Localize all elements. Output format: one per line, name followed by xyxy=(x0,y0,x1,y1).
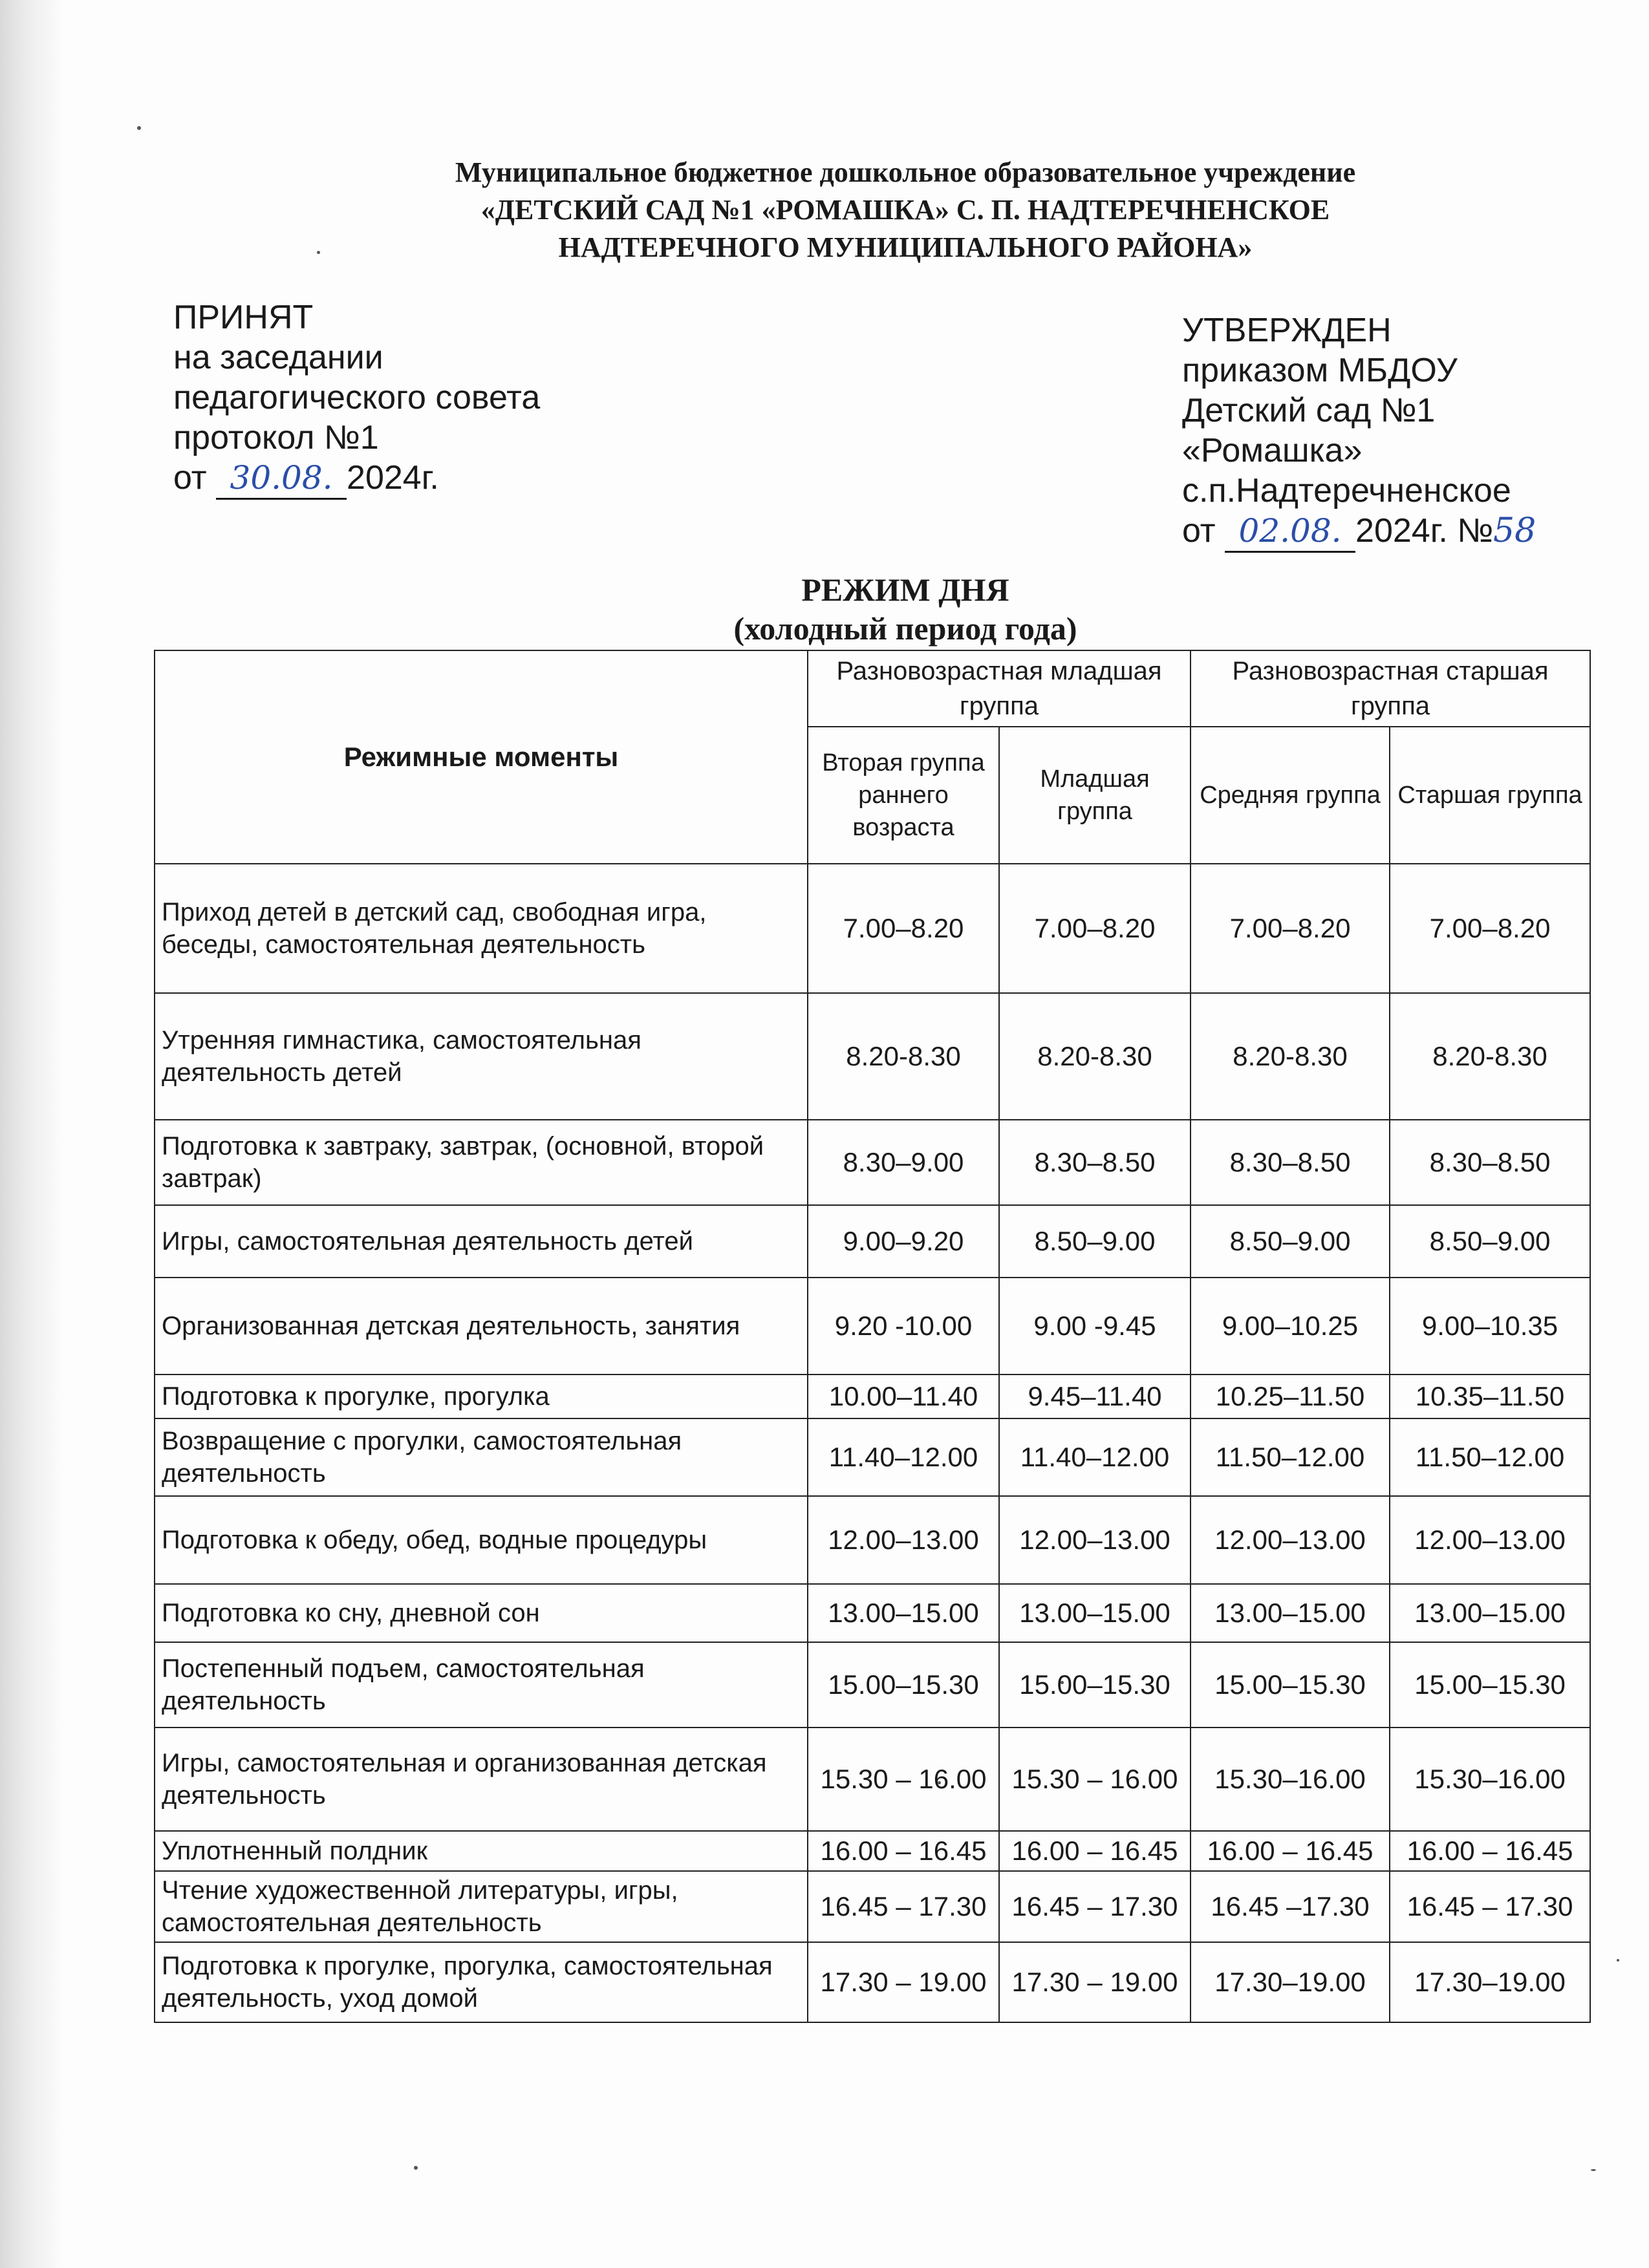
time-cell: 7.00–8.20 xyxy=(1191,864,1390,993)
approved-date-suffix: 2024г. № xyxy=(1355,512,1494,550)
time-cell: 8.20-8.30 xyxy=(1390,993,1590,1120)
time-cell: 17.30–19.00 xyxy=(1390,1942,1590,2022)
time-cell: 9.45–11.40 xyxy=(999,1375,1191,1418)
accepted-line-2: педагогического совета xyxy=(173,379,541,416)
subgroup-header: Старшая группа xyxy=(1390,727,1590,864)
accepted-line-3: протокол №1 xyxy=(173,419,379,456)
title-sub: (холодный период года) xyxy=(733,610,1077,647)
time-cell: 8.50–9.00 xyxy=(999,1205,1191,1278)
table-row xyxy=(155,1942,1590,2022)
accepted-date-prefix: от xyxy=(173,459,207,497)
table-row xyxy=(155,1728,1590,1831)
institution-header xyxy=(259,154,1552,266)
time-cell: 16.00 – 16.45 xyxy=(1191,1831,1390,1871)
accepted-block xyxy=(173,297,540,500)
table-row xyxy=(155,1418,1590,1496)
time-cell: 17.30 – 19.00 xyxy=(999,1942,1191,2022)
time-cell: 15.30 – 16.00 xyxy=(999,1728,1191,1831)
time-cell: 15.30–16.00 xyxy=(1191,1728,1390,1831)
table-row xyxy=(155,1120,1590,1205)
table-row xyxy=(155,1831,1590,1871)
activity-cell: Игры, самостоятельная и организованная детская деятельность xyxy=(155,1728,808,1831)
approved-line-1: приказом МБДОУ xyxy=(1182,352,1458,389)
time-cell: 8.20-8.30 xyxy=(1191,993,1390,1120)
time-cell: 16.45 – 17.30 xyxy=(999,1871,1191,1942)
approved-line-2: Детский сад №1 xyxy=(1182,392,1436,429)
time-cell: 11.40–12.00 xyxy=(999,1418,1191,1496)
time-cell: 10.00–11.40 xyxy=(808,1375,999,1418)
time-cell: 8.20-8.30 xyxy=(808,993,999,1120)
subgroup-header: Вторая группа раннего возраста xyxy=(808,727,999,864)
time-cell: 11.50–12.00 xyxy=(1191,1418,1390,1496)
table-row xyxy=(155,1278,1590,1375)
activity-cell: Подготовка к завтраку, завтрак, (основной, второй завтрак) xyxy=(155,1120,808,1205)
time-cell: 10.35–11.50 xyxy=(1390,1375,1590,1418)
table-row xyxy=(155,1584,1590,1642)
table-row xyxy=(155,1205,1590,1278)
time-cell: 8.30–9.00 xyxy=(808,1120,999,1205)
time-cell: 16.45 –17.30 xyxy=(1191,1871,1390,1942)
document-title xyxy=(517,570,1293,648)
table-row xyxy=(155,1375,1590,1418)
approved-number-handwritten: 58 xyxy=(1493,511,1536,550)
time-cell: 8.30–8.50 xyxy=(1390,1120,1590,1205)
time-cell: 7.00–8.20 xyxy=(999,864,1191,993)
accepted-date-suffix: 2024г. xyxy=(347,459,439,497)
time-cell: 9.20 -10.00 xyxy=(808,1278,999,1375)
time-cell: 16.00 – 16.45 xyxy=(999,1831,1191,1871)
approved-date xyxy=(1182,511,1536,553)
subgroup-header: Младшая группа xyxy=(999,727,1191,864)
time-cell: 17.30 – 19.00 xyxy=(808,1942,999,2022)
accepted-date xyxy=(173,458,540,500)
time-cell: 12.00–13.00 xyxy=(808,1496,999,1584)
activity-cell: Организованная детская деятельность, занятия xyxy=(155,1278,808,1375)
schedule-table-body xyxy=(155,864,1590,2022)
time-cell: 9.00–9.20 xyxy=(808,1205,999,1278)
time-cell: 13.00–15.00 xyxy=(808,1584,999,1642)
time-cell: 11.50–12.00 xyxy=(1390,1418,1590,1496)
time-cell: 17.30–19.00 xyxy=(1191,1942,1390,2022)
time-cell: 15.00–15.30 xyxy=(808,1642,999,1728)
time-cell: 8.50–9.00 xyxy=(1390,1205,1590,1278)
time-cell: 9.00 -9.45 xyxy=(999,1278,1191,1375)
time-cell: 15.00–15.30 xyxy=(999,1642,1191,1728)
header-line-1: Муниципальное бюджетное дошкольное образовательное учреждение xyxy=(455,156,1356,188)
moments-header: Режимные моменты xyxy=(155,650,808,864)
group-junior-header: Разновозрастная младшая группа xyxy=(808,650,1191,727)
activity-cell: Подготовка ко сну, дневной сон xyxy=(155,1584,808,1642)
activity-cell: Подготовка к прогулке, прогулка xyxy=(155,1375,808,1418)
accepted-title: ПРИНЯТ xyxy=(173,299,314,336)
activity-cell: Возвращение с прогулки, самостоятельная деятельность xyxy=(155,1418,808,1496)
approved-date-prefix: от xyxy=(1182,512,1216,550)
table-row xyxy=(155,1642,1590,1728)
activity-cell: Постепенный подъем, самостоятельная деятельность xyxy=(155,1642,808,1728)
time-cell: 16.00 – 16.45 xyxy=(1390,1831,1590,1871)
table-row xyxy=(155,864,1590,993)
approved-block xyxy=(1182,310,1536,553)
time-cell: 13.00–15.00 xyxy=(1390,1584,1590,1642)
time-cell: 10.25–11.50 xyxy=(1191,1375,1390,1418)
approved-title: УТВЕРЖДЕН xyxy=(1182,312,1392,349)
approved-line-4: с.п.Надтеречненское xyxy=(1182,472,1511,509)
time-cell: 11.40–12.00 xyxy=(808,1418,999,1496)
activity-cell: Приход детей в детский сад, свободная игра, беседы, самостоятельная деятельность xyxy=(155,864,808,993)
time-cell: 8.30–8.50 xyxy=(999,1120,1191,1205)
time-cell: 7.00–8.20 xyxy=(808,864,999,993)
scan-edge-shadow xyxy=(0,0,65,2268)
time-cell: 16.45 – 17.30 xyxy=(1390,1871,1590,1942)
activity-cell: Подготовка к прогулке, прогулка, самостоятельная деятельность, уход домой xyxy=(155,1942,808,2022)
time-cell: 15.30 – 16.00 xyxy=(808,1728,999,1831)
table-row xyxy=(155,993,1590,1120)
time-cell: 9.00–10.25 xyxy=(1191,1278,1390,1375)
approved-line-3: «Ромашка» xyxy=(1182,432,1363,469)
time-cell: 13.00–15.00 xyxy=(999,1584,1191,1642)
time-cell: 8.50–9.00 xyxy=(1191,1205,1390,1278)
time-cell: 7.00–8.20 xyxy=(1390,864,1590,993)
time-cell: 12.00–13.00 xyxy=(1390,1496,1590,1584)
time-cell: 12.00–13.00 xyxy=(999,1496,1191,1584)
table-row xyxy=(155,1871,1590,1942)
time-cell: 16.00 – 16.45 xyxy=(808,1831,999,1871)
time-cell: 15.30–16.00 xyxy=(1390,1728,1590,1831)
activity-cell: Подготовка к обеду, обед, водные процедуры xyxy=(155,1496,808,1584)
time-cell: 15.00–15.30 xyxy=(1191,1642,1390,1728)
schedule-table xyxy=(154,650,1591,2023)
subgroup-header: Средняя группа xyxy=(1191,727,1390,864)
activity-cell: Чтение художественной литературы, игры, самостоятельная деятельность xyxy=(155,1871,808,1942)
accepted-line-1: на заседании xyxy=(173,339,383,376)
group-senior-header: Разновозрастная старшая группа xyxy=(1191,650,1590,727)
accepted-date-handwritten: 30.08. xyxy=(216,458,347,500)
activity-cell: Утренняя гимнастика, самостоятельная деятельность детей xyxy=(155,993,808,1120)
time-cell: 8.30–8.50 xyxy=(1191,1120,1390,1205)
time-cell: 12.00–13.00 xyxy=(1191,1496,1390,1584)
time-cell: 13.00–15.00 xyxy=(1191,1584,1390,1642)
schedule-table-head xyxy=(155,650,1590,864)
header-line-2: «ДЕТСКИЙ САД №1 «РОМАШКА» С. П. НАДТЕРЕЧНЕНСКОЕ xyxy=(480,194,1330,226)
approved-date-handwritten: 02.08. xyxy=(1225,511,1355,553)
header-line-3: НАДТЕРЕЧНОГО МУНИЦИПАЛЬНОГО РАЙОНА» xyxy=(558,231,1253,263)
activity-cell: Игры, самостоятельная деятельность детей xyxy=(155,1205,808,1278)
title-main: РЕЖИМ ДНЯ xyxy=(801,572,1009,608)
time-cell: 15.00–15.30 xyxy=(1390,1642,1590,1728)
time-cell: 9.00–10.35 xyxy=(1390,1278,1590,1375)
activity-cell: Уплотненный полдник xyxy=(155,1831,808,1871)
time-cell: 16.45 – 17.30 xyxy=(808,1871,999,1942)
time-cell: 8.20-8.30 xyxy=(999,993,1191,1120)
table-row xyxy=(155,1496,1590,1584)
